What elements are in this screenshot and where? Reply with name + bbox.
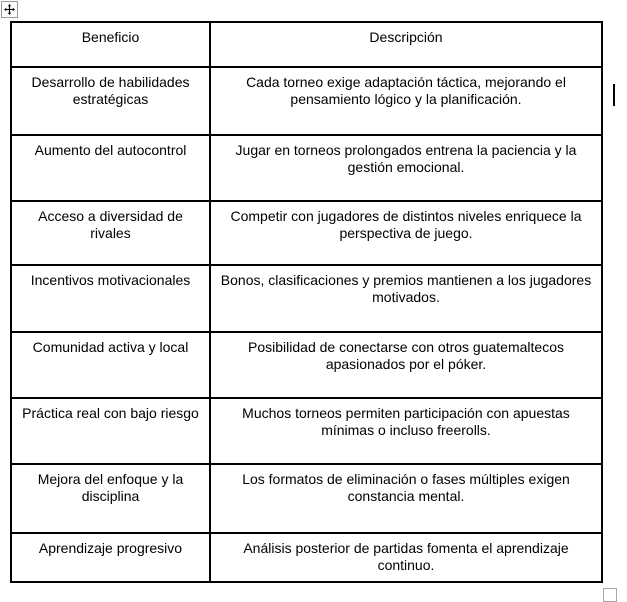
table-row	[11, 398, 602, 464]
cell-beneficio[interactable]: Acceso a diversidad de rivales	[11, 201, 210, 265]
table-row	[11, 67, 602, 135]
cell-beneficio[interactable]: Comunidad activa y local	[11, 332, 210, 398]
cell-descripcion[interactable]: Análisis posterior de partidas fomenta el aprendizaje continuo.	[210, 533, 602, 582]
table-row	[11, 533, 602, 582]
header-cell-beneficio[interactable]: Beneficio	[11, 22, 210, 67]
table-resize-handle[interactable]	[603, 588, 617, 602]
cell-beneficio[interactable]: Aumento del autocontrol	[11, 135, 210, 201]
table-header-row	[11, 22, 602, 67]
cell-descripcion[interactable]: Los formatos de eliminación o fases múltiples exigen constancia mental.	[210, 464, 602, 533]
benefits-table[interactable]	[10, 21, 603, 583]
table-row	[11, 265, 602, 332]
cell-descripcion[interactable]: Competir con jugadores de distintos niveles enriquece la perspectiva de juego.	[210, 201, 602, 265]
table-move-handle[interactable]	[1, 1, 18, 18]
text-caret	[613, 84, 615, 106]
cell-descripcion[interactable]: Jugar en torneos prolongados entrena la paciencia y la gestión emocional.	[210, 135, 602, 201]
cell-beneficio[interactable]: Práctica real con bajo riesgo	[11, 398, 210, 464]
move-icon	[4, 4, 15, 15]
cell-descripcion[interactable]: Bonos, clasificaciones y premios mantienen a los jugadores motivados.	[210, 265, 602, 332]
cell-descripcion[interactable]: Muchos torneos permiten participación con apuestas mínimas o incluso freerolls.	[210, 398, 602, 464]
table-row	[11, 201, 602, 265]
table-row	[11, 135, 602, 201]
cell-beneficio[interactable]: Desarrollo de habilidades estratégicas	[11, 67, 210, 135]
header-cell-descripcion[interactable]: Descripción	[210, 22, 602, 67]
cell-beneficio[interactable]: Incentivos motivacionales	[11, 265, 210, 332]
table-row	[11, 332, 602, 398]
cell-descripcion[interactable]: Cada torneo exige adaptación táctica, mejorando el pensamiento lógico y la planificación.	[210, 67, 602, 135]
cell-descripcion[interactable]: Posibilidad de conectarse con otros guatemaltecos apasionados por el póker.	[210, 332, 602, 398]
cell-beneficio[interactable]: Mejora del enfoque y la disciplina	[11, 464, 210, 533]
cell-beneficio[interactable]: Aprendizaje progresivo	[11, 533, 210, 582]
table-row	[11, 464, 602, 533]
